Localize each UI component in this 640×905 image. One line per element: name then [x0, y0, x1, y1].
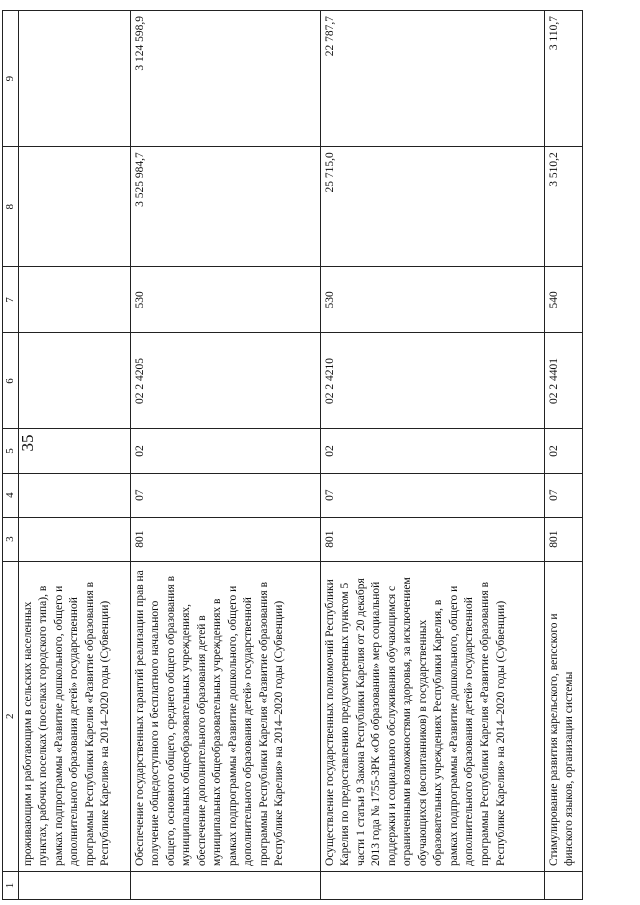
cell-expense-type — [18, 267, 130, 333]
cell-amount-2 — [18, 11, 130, 147]
table-row — [544, 11, 582, 900]
cell-expense-type: 530 — [320, 267, 544, 333]
cell-subsection-code: 02 — [130, 429, 320, 473]
table-row — [18, 11, 130, 900]
cell-expense-type: 530 — [130, 267, 320, 333]
cell-section-code: 07 — [130, 473, 320, 517]
header-col-9: 9 — [3, 11, 19, 147]
cell-amount-2: 22 787,7 — [320, 11, 544, 147]
table-row — [320, 11, 544, 900]
row-description: Обеспечение государственных гарантий реализации прав на получение общедоступного и бесплатного начального общего, основного общего, среднего общего образования в муниципальных общеобразовательных учреждениях, обеспечение дополнительного образования детей в муниципальных общеобразовательных учреждениях в рамках подпрограммы «Развитие дошкольного, общего и дополнительного образования детей» государственной программы Республики Карелия «Развитие образования в Республике Карелия» на 2014–2020 годы (Субвенции) — [130, 561, 320, 871]
cell-col-1 — [18, 871, 130, 899]
header-col-8: 8 — [3, 147, 19, 267]
header-col-1: 1 — [3, 871, 19, 899]
cell-amount-1: 3 510,2 — [544, 147, 582, 267]
cell-target-article: 02 2 4205 — [130, 333, 320, 429]
cell-col-1 — [130, 871, 320, 899]
header-col-2: 2 — [3, 561, 19, 871]
cell-ministry-code: 801 — [320, 517, 544, 561]
cell-ministry-code: 801 — [544, 517, 582, 561]
cell-amount-1 — [18, 147, 130, 267]
cell-ministry-code: 801 — [130, 517, 320, 561]
cell-section-code: 07 — [544, 473, 582, 517]
row-description: проживающим и работающим в сельских населенных пунктах, рабочих поселках (поселках городского типа), в рамках подпрограммы «Развитие дошкольного, общего и дополнительного образования детей» государственной программы Республики Карелия «Развитие образования в Республике Карелия» на 2014–2020 годы (Субвенции) — [18, 561, 130, 871]
cell-subsection-code — [18, 429, 130, 473]
cell-target-article: 02 2 4210 — [320, 333, 544, 429]
page-number: 35 — [18, 434, 37, 452]
cell-col-1 — [544, 871, 582, 899]
header-col-4: 4 — [3, 473, 19, 517]
cell-section-code — [18, 473, 130, 517]
cell-amount-2: 3 110,7 — [544, 11, 582, 147]
cell-amount-1: 25 715,0 — [320, 147, 544, 267]
cell-target-article: 02 2 4401 — [544, 333, 582, 429]
cell-col-1 — [320, 871, 544, 899]
cell-section-code: 07 — [320, 473, 544, 517]
cell-amount-2: 3 124 598,9 — [130, 11, 320, 147]
cell-expense-type: 540 — [544, 267, 582, 333]
header-col-5: 5 — [3, 429, 19, 473]
cell-subsection-code: 02 — [320, 429, 544, 473]
cell-target-article — [18, 333, 130, 429]
row-description: Стимулирование развития карельского, вепсского и финского языков, организации системы — [544, 561, 582, 871]
cell-amount-1: 3 525 984,7 — [130, 147, 320, 267]
row-description: Осуществление государственных полномочий Республики Карелия по предоставлению предусмотренных пунктом 5 части 1 статьи 9 Закона Республики Карелия от 20 декабря 2013 года № 1755-ЗРК «Об образовании» мер социальной поддержки и социального обслуживания обучающимся с ограниченными возможностями здоровья, за исключением обучающихся (воспитанников) в государственных образовательных учреждениях Республики Карелия, в рамках подпрограммы «Развитие дошкольного, общего и дополнительного образования детей» государственной программы Республики Карелия «Развитие образования в Республике Карелия» на 2014–2020 годы (Субвенции) — [320, 561, 544, 871]
header-col-7: 7 — [3, 267, 19, 333]
header-row — [3, 11, 19, 900]
cell-ministry-code — [18, 517, 130, 561]
budget-table — [2, 10, 583, 900]
cell-subsection-code: 02 — [544, 429, 582, 473]
header-col-3: 3 — [3, 517, 19, 561]
header-col-6: 6 — [3, 333, 19, 429]
rotated-table-container — [2, 10, 580, 900]
table-row — [130, 11, 320, 900]
